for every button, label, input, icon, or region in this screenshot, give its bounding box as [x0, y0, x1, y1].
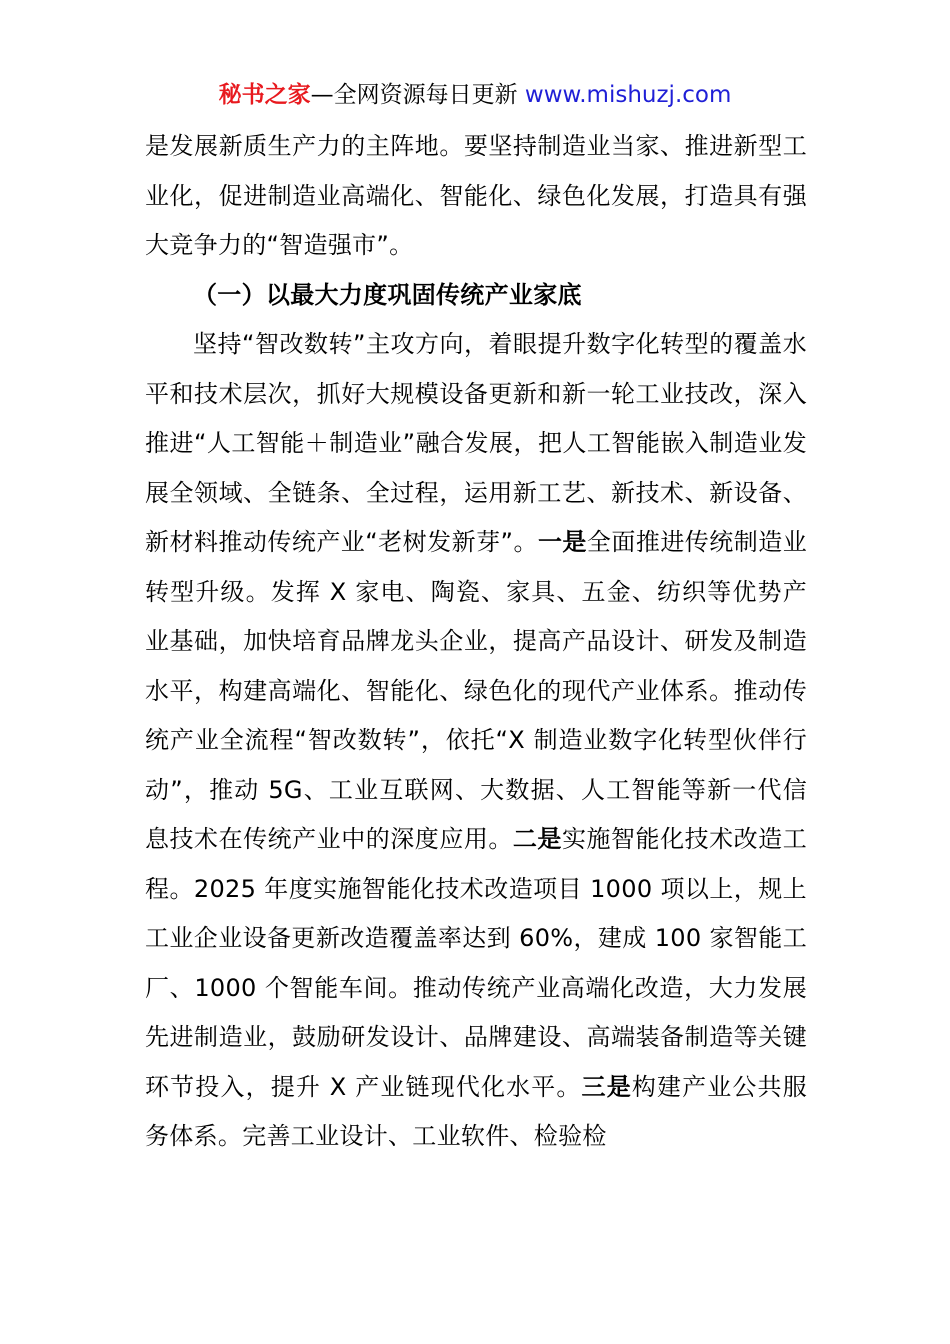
site-tagline: —全网资源每日更新 — [310, 82, 525, 108]
paragraph-text-1: 坚持“智改数转”主攻方向，着眼提升数字化转型的覆盖水平和技术层次，抓好大规模设备更新和新一轮工业技改，深入推进“人工智能＋制造业”融合发展，把人工智能嵌入制造业发展全领域、全链条、全过程，运用新工艺、新技术、新设备、新材料推动传统产业“老树发新芽”。 — [145, 330, 807, 556]
keyword-first: 一是 — [537, 528, 587, 556]
intro-paragraph: 是发展新质生产力的主阵地。要坚持制造业当家、推进新型工业化，促进制造业高端化、智能化、绿色化发展，打造具有强大竞争力的“智造强市”。 — [145, 132, 807, 259]
document-body — [145, 122, 807, 1162]
paragraph-text-4: 构建产业公共服务体系。完善工业设计、工业软件、检验检 — [145, 1072, 807, 1150]
paragraph-text-3: 实施智能化技术改造工程。2025 年度实施智能化技术改造项目 1000 项以上，规上工业企业设备更新改造覆盖率达到 60%，建成 100 家智能工厂、1000 个智能车间。推动传统产业高端化改造，大力发展先进制造业，鼓励研发设计、品牌建设、高端装备制造等关键环节投入，提升 X 产业链现代化水平。 — [145, 825, 808, 1101]
section-heading: （一）以最大力度巩固传统产业家底 — [193, 280, 582, 309]
keyword-second: 二是 — [512, 825, 562, 853]
site-brand: 秘书之家 — [218, 82, 311, 108]
keyword-third: 三是 — [581, 1072, 632, 1101]
site-header — [0, 78, 950, 112]
section-paragraph — [145, 320, 807, 1162]
site-url-link[interactable]: www.mishuzj.com — [524, 82, 732, 108]
paragraph-text-2: 全面推进传统制造业转型升级。发挥 X 家电、陶瓷、家具、五金、纺织等优势产业基础，加快培育品牌龙头企业，提高产品设计、研发及制造水平，构建高端化、智能化、绿色化的现代产业体系。推动传统产业全流程“智改数转”，依托“X 制造业数字化转型伙伴行动”，推动 5G、工业互联网、大数据、人工智能等新一代信息技术在传统产业中的深度应用。 — [145, 528, 807, 853]
